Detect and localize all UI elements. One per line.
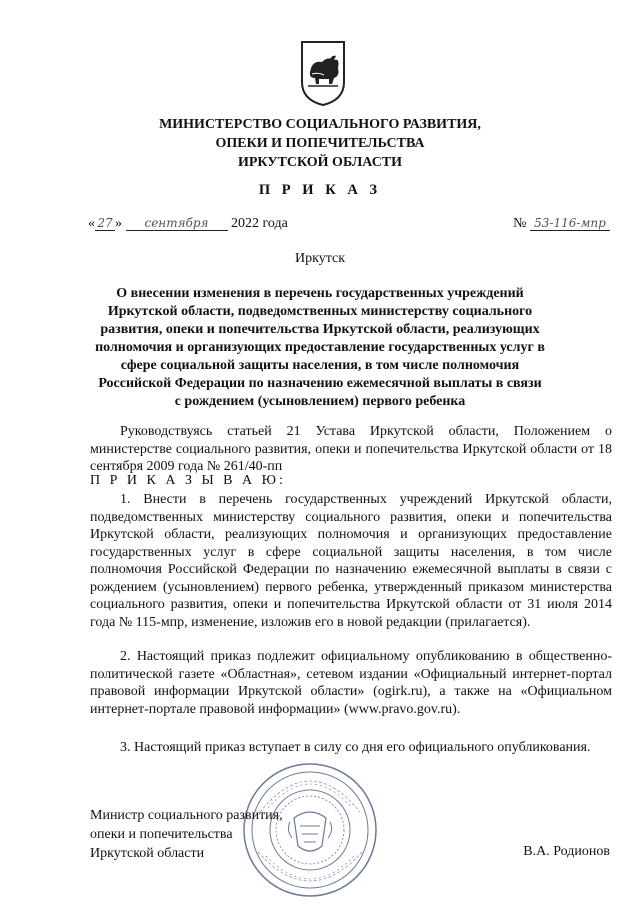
signatory-name: В.А. Родионов	[523, 844, 610, 859]
coat-of-arms-emblem	[298, 38, 348, 108]
position-line-1: Министр социального развития,	[90, 808, 283, 823]
preamble-block	[90, 423, 612, 476]
order-word: П Р И К А З Ы В А Ю:	[90, 473, 286, 488]
document-subject: О внесении изменения в перечень государственных учреждений Иркутской области, подведомственных министерству социального развития, опеки и попечительства Иркутской области, реализующих полномочия и организующих предоставление государственных услуг в сфере социальной защиты населения, в том числе полномочия Российской Федерации по назначению ежемесячной выплаты в связи с рождением (усыновлением) первого ребенка	[95, 286, 545, 409]
item-3-block	[90, 739, 612, 757]
ministry-line-3: ИРКУТСКОЙ ОБЛАСТИ	[237, 155, 403, 170]
position-line-2: опеки и попечительства	[90, 827, 233, 842]
date-close-quote: »	[115, 216, 122, 231]
item-1: 1. Внести в перечень государственных учреждений Иркутской области, подведомственных министерству социального развития, опеки и попечительства Иркутской области, реализующих полномочия и организующих предоставление государственных услуг в сфере социальной защиты населения, в том числе полномочия Российской Федерации по назначению ежемесячной выплаты в связи с рождением (усыновлением) первого ребенка, утвержденный приказом министерства социального развития, опеки и попечительства Иркутской области от 31 июля 2014 года № 115-мпр, изменение, изложив его в новой редакции (прилагается).	[90, 492, 612, 630]
ministry-header	[0, 115, 640, 172]
date-day: 27	[95, 217, 115, 231]
item-2: 2. Настоящий приказ подлежит официальному опубликованию в общественно-политической газете «Областная», сетевом издании «Официальный интернет-портал правовой информации Иркутской области» (ogirk.ru), а также на «Официальном интернет-портале правовой информации» (www.pravo.gov.ru).	[90, 649, 612, 717]
date-month: сентября	[126, 217, 228, 231]
date-open-quote: «	[88, 216, 95, 231]
number-label: №	[513, 216, 527, 231]
ministry-line-2: ОПЕКИ И ПОПЕЧИТЕЛЬСТВА	[215, 136, 425, 151]
item-3: 3. Настоящий приказ вступает в силу со дня его официального опубликования.	[120, 740, 591, 755]
item-1-block	[90, 491, 612, 631]
date-year: 2022 года	[231, 216, 288, 231]
document-number	[513, 216, 610, 232]
ministry-line-1: МИНИСТЕРСТВО СОЦИАЛЬНОГО РАЗВИТИЯ,	[159, 117, 481, 132]
document-type: П Р И К А З	[258, 182, 382, 198]
position-line-3: Иркутской области	[90, 846, 205, 861]
number-value: 53-116-мпр	[530, 217, 610, 231]
preamble: Руководствуясь статьей 21 Устава Иркутской области, Положением о министерстве социального развития, опеки и попечительства Иркутской области от 18 сентября 2009 года № 261/40-пп	[90, 424, 612, 474]
signature-position	[90, 806, 283, 863]
document-date	[88, 216, 288, 232]
item-2-block	[90, 648, 612, 718]
city: Иркутск	[294, 251, 346, 266]
